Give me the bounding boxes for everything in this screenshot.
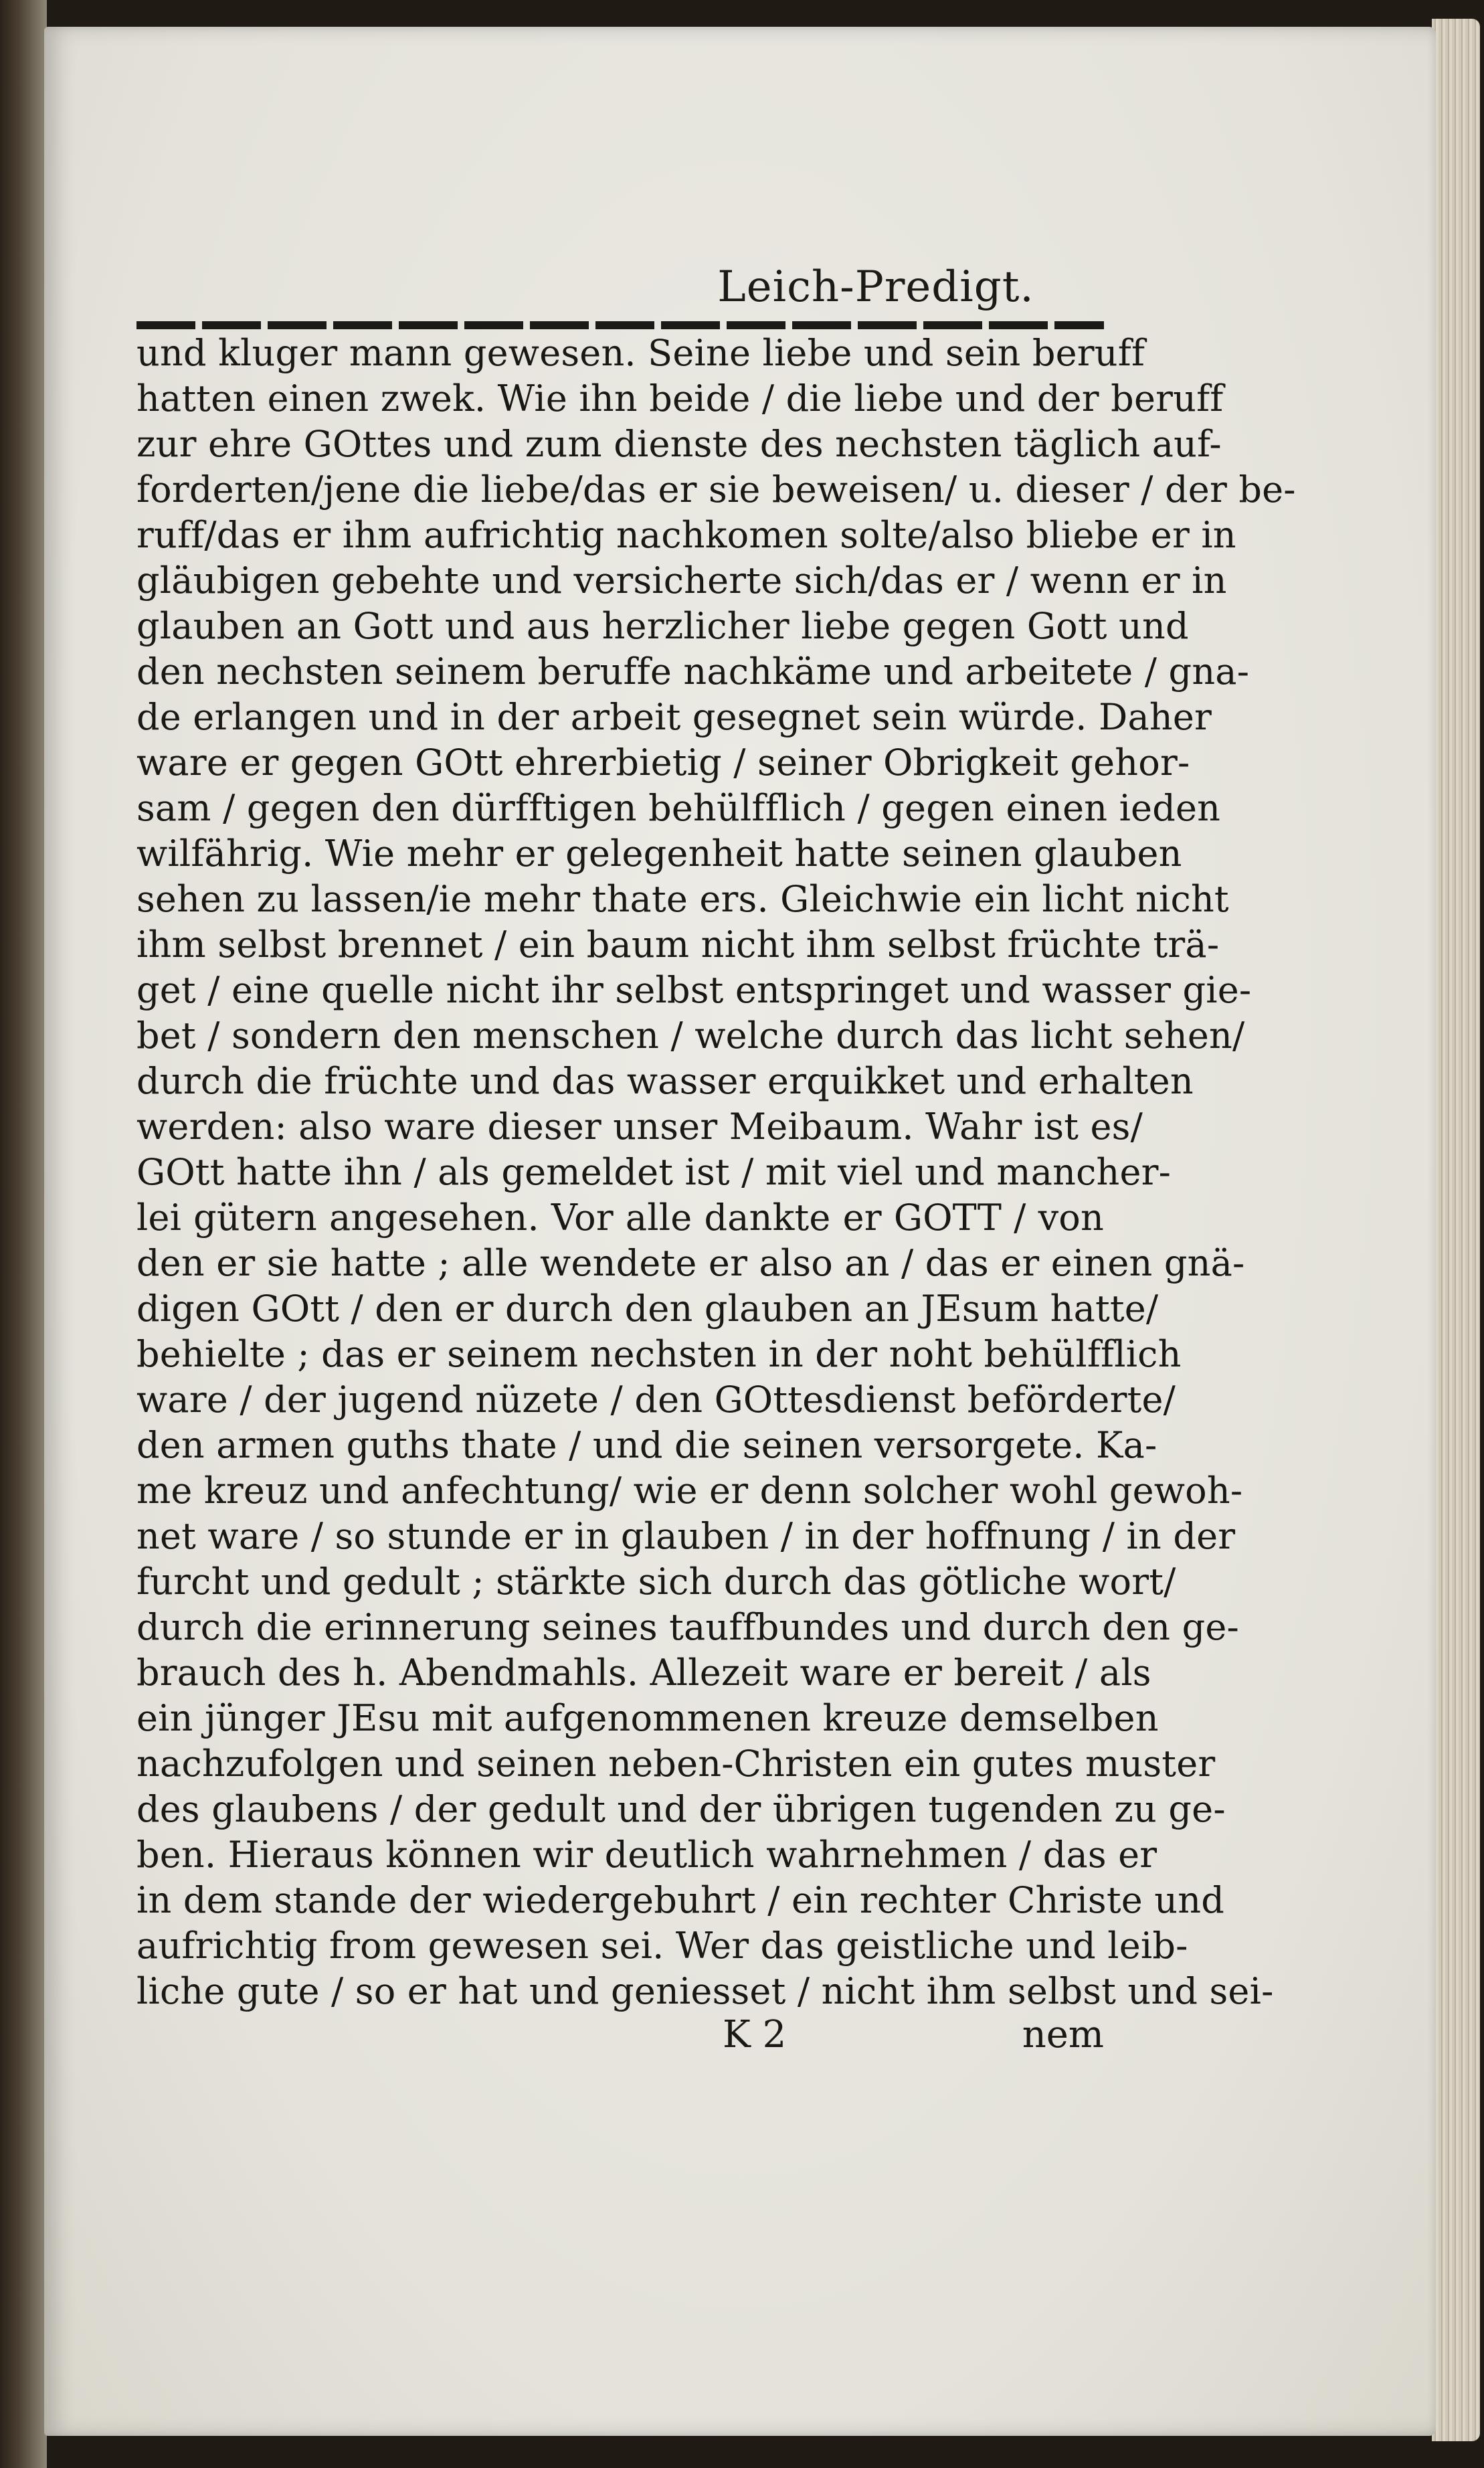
text-line: de erlangen und in der arbeit gesegnet sein würde. Daher xyxy=(136,696,1212,738)
running-head: Leich-Predigt. xyxy=(717,262,1034,312)
text-line: liche gute / so er hat und geniesset / nicht ihm selbst und sei- xyxy=(136,1970,1274,2012)
text-line: ein jünger JEsu mit aufgenommenen kreuze demselben xyxy=(136,1697,1159,1739)
text-line: den er sie hatte ; alle wendete er also an / das er einen gnä- xyxy=(136,1242,1245,1284)
text-line: ihm selbst brennet / ein baum nicht ihm selbst früchte trä- xyxy=(136,923,1220,966)
text-line: aufrichtig from gewesen sei. Wer das geistliche und leib- xyxy=(136,1925,1188,1967)
text-line: durch die erinnerung seines tauffbundes und durch den ge- xyxy=(136,1606,1239,1648)
body-text xyxy=(136,331,1296,2014)
text-line: GOtt hatte ihn / als gemeldet ist / mit viel und mancher- xyxy=(136,1151,1172,1193)
text-line: und kluger mann gewesen. Seine liebe und sein beruff xyxy=(136,332,1145,374)
text-line: ruff/das er ihm aufrichtig nachkomen solte/also bliebe er in xyxy=(136,514,1236,556)
text-line: ben. Hieraus können wir deutlich wahrnehmen / das er xyxy=(136,1834,1157,1876)
text-line: sam / gegen den dürfftigen behülfflich / gegen einen ieden xyxy=(136,787,1221,829)
text-line: sehen zu lassen/ie mehr thate ers. Gleichwie ein licht nicht xyxy=(136,878,1229,920)
text-line: brauch des h. Abendmahls. Allezeit ware er bereit / als xyxy=(136,1652,1151,1694)
text-line: des glaubens / der gedult und der übrigen tugenden zu ge- xyxy=(136,1788,1226,1830)
text-line: wilfährig. Wie mehr er gelegenheit hatte seinen glauben xyxy=(136,832,1182,875)
text-line: nachzufolgen und seinen neben-Christen ein gutes muster xyxy=(136,1743,1216,1785)
text-line: ware er gegen GOtt ehrerbietig / seiner Obrigkeit gehor- xyxy=(136,741,1190,784)
page-edges xyxy=(1432,19,1480,2441)
text-line: get / eine quelle nicht ihr selbst entspringet und wasser gie- xyxy=(136,969,1252,1011)
text-line: net ware / so stunde er in glauben / in der hoffnung / in der xyxy=(136,1515,1236,1557)
text-line: glauben an Gott und aus herzlicher liebe gegen Gott und xyxy=(136,605,1189,647)
header-rule xyxy=(136,321,1104,329)
text-line: den armen guths thate / und die seinen versorgete. Ka- xyxy=(136,1424,1157,1466)
text-line: den nechsten seinem beruffe nachkäme und arbeitete / gna- xyxy=(136,650,1250,693)
text-line: gläubigen gebehte und versicherte sich/das er / wenn er in xyxy=(136,559,1227,602)
text-line: behielte ; das er seinem nechsten in der noht behülfflich xyxy=(136,1333,1182,1375)
text-line: werden: also ware dieser unser Meibaum. Wahr ist es/ xyxy=(136,1106,1143,1148)
text-line: lei gütern angesehen. Vor alle dankte er GOTT / von xyxy=(136,1197,1104,1239)
text-line: ware / der jugend nüzete / den GOttesdienst beförderte/ xyxy=(136,1379,1176,1421)
page-footer xyxy=(136,2012,1104,2058)
text-line: hatten einen zwek. Wie ihn beide / die liebe und der beruff xyxy=(136,377,1224,420)
text-line: bet / sondern den menschen / welche durch das licht sehen/ xyxy=(136,1015,1245,1057)
text-line: durch die früchte und das wasser erquikket und erhalten xyxy=(136,1060,1194,1102)
book-spine xyxy=(0,0,47,2468)
text-line: me kreuz und anfechtung/ wie er denn solcher wohl gewoh- xyxy=(136,1470,1243,1512)
catchword: nem xyxy=(1022,2013,1104,2056)
text-line: in dem stande der wiedergebuhrt / ein rechter Christe und xyxy=(136,1879,1224,1921)
signature-mark: K 2 xyxy=(723,2013,787,2056)
text-line: forderten/jene die liebe/das er sie beweisen/ u. dieser / der be- xyxy=(136,468,1296,511)
text-line: furcht und gedult ; stärkte sich durch das götliche wort/ xyxy=(136,1561,1176,1603)
text-line: zur ehre GOttes und zum dienste des nechsten täglich auf- xyxy=(136,423,1222,465)
text-line: digen GOtt / den er durch den glauben an JEsum hatte/ xyxy=(136,1288,1159,1330)
